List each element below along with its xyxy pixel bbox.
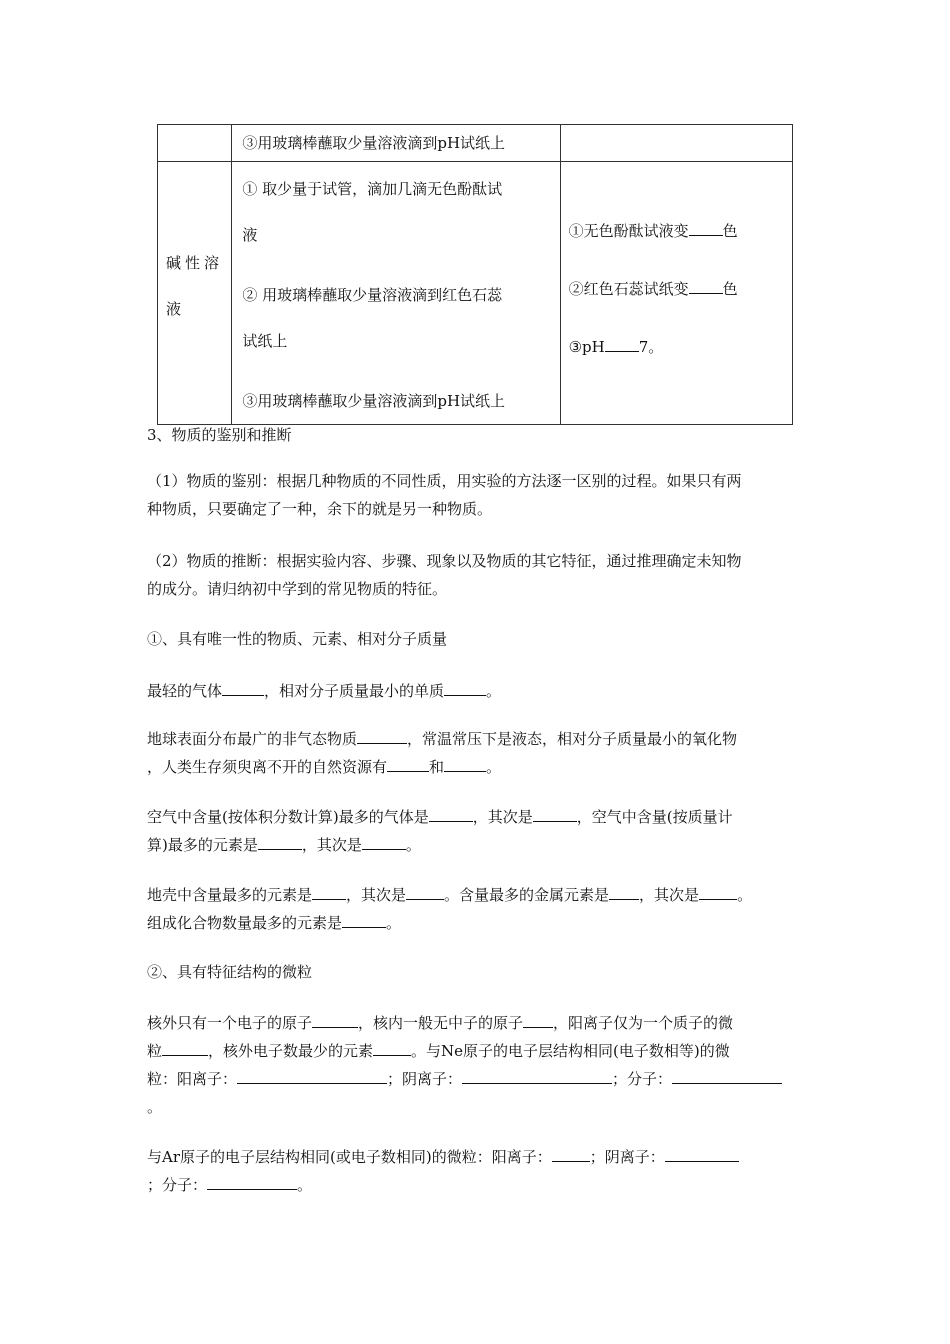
question-text: ，人类生存须臾离不开的自然资源有	[147, 758, 388, 776]
answer-blank[interactable]	[689, 277, 723, 294]
question-line	[147, 1093, 812, 1121]
answer-blank[interactable]	[523, 1011, 553, 1028]
question-text: 粒	[147, 1042, 163, 1060]
answer-blank[interactable]	[605, 335, 639, 352]
method-step: 试纸上	[242, 332, 288, 350]
result-text: ②红色石蕊试纸变	[568, 280, 689, 298]
table-cell-category	[158, 162, 232, 425]
question-line	[147, 725, 812, 753]
result-line	[569, 318, 792, 376]
answer-blank[interactable]	[444, 679, 486, 696]
answer-blank[interactable]	[222, 679, 264, 696]
question-text: 。	[147, 1098, 163, 1116]
answer-blank[interactable]	[665, 1145, 739, 1162]
question-text: ；分子：	[147, 1176, 208, 1194]
question-text: ；分子：	[612, 1070, 673, 1088]
section-heading	[147, 421, 812, 449]
question-text: ，核外电子数最少的元素	[208, 1042, 374, 1060]
question-air	[147, 803, 812, 859]
answer-blank[interactable]	[609, 883, 639, 900]
question-text: 核外只有一个电子的原子	[147, 1014, 313, 1032]
answer-blank[interactable]	[342, 911, 386, 928]
question-crust	[147, 881, 819, 937]
question-line	[147, 1037, 812, 1065]
result-line	[569, 202, 792, 260]
question-particles	[147, 1009, 812, 1121]
paragraph-line: 的成分。请归纳初中学到的常见物质的特征。	[147, 580, 448, 598]
answer-blank[interactable]	[462, 1067, 612, 1084]
answer-blank[interactable]	[699, 883, 737, 900]
question-text: 。	[486, 758, 502, 776]
answer-blank[interactable]	[387, 755, 429, 772]
question-argon	[147, 1143, 812, 1199]
question-text: 。	[386, 914, 402, 932]
question-text: 空气中含量(按体积分数计算)最多的气体是	[147, 808, 429, 826]
question-text: 算)最多的元素是	[147, 836, 258, 854]
question-lightest	[147, 677, 812, 705]
answer-blank[interactable]	[237, 1067, 387, 1084]
answer-blank[interactable]	[672, 1067, 782, 1084]
question-text: ，其次是	[346, 886, 407, 904]
table-cell-result	[560, 125, 792, 162]
question-line	[147, 1065, 812, 1093]
question-text: ，其次是	[639, 886, 700, 904]
question-text: 组成化合物数量最多的元素是	[147, 914, 343, 932]
question-text: ；阴离子：	[387, 1070, 463, 1088]
answer-blank[interactable]	[312, 1011, 358, 1028]
experiment-table	[157, 124, 793, 425]
answer-blank[interactable]	[312, 883, 346, 900]
question-text: ，空气中含量(按质量计	[576, 808, 733, 826]
answer-blank[interactable]	[552, 1145, 590, 1162]
paragraph-line: 种物质，只要确定了一种，余下的就是另一种物质。	[147, 500, 493, 518]
answer-blank[interactable]	[207, 1173, 297, 1190]
method-steps	[232, 162, 559, 424]
question-line	[147, 1143, 812, 1171]
question-line	[147, 753, 812, 781]
question-text: ；阴离子：	[589, 1148, 665, 1166]
question-text: 。含量最多的金属元素是	[444, 886, 610, 904]
category-line: 碱性溶	[166, 254, 224, 272]
subheading-unique	[147, 625, 812, 653]
question-line	[147, 881, 819, 909]
question-text: 。	[405, 836, 421, 854]
subheading-text: ②、具有特征结构的微粒	[147, 963, 313, 981]
question-text: 。	[486, 682, 502, 700]
question-text: 。	[297, 1176, 313, 1194]
question-text: 。与Ne原子的电子层结构相同(电子数相等)的微	[411, 1042, 730, 1060]
answer-blank[interactable]	[162, 1039, 208, 1056]
category-label	[158, 162, 231, 332]
answer-blank[interactable]	[406, 883, 444, 900]
answer-blank[interactable]	[429, 805, 473, 822]
table-row	[158, 162, 793, 425]
cell-text: ③用玻璃棒蘸取少量溶液滴到pH试纸上	[242, 134, 506, 152]
question-line	[147, 677, 812, 705]
question-text: ，其次是	[301, 836, 362, 854]
answer-blank[interactable]	[362, 833, 406, 850]
question-text: 与Ar原子的电子层结构相同(或电子数相同)的微粒：阳离子：	[147, 1148, 552, 1166]
question-line	[147, 803, 812, 831]
table-row	[158, 125, 793, 162]
paragraph-inference	[147, 547, 812, 603]
paragraph-identification	[147, 467, 812, 523]
table-cell-method	[232, 125, 560, 162]
method-step: ② 用玻璃棒蘸取少量溶液滴到红色石蕊	[242, 286, 503, 304]
answer-blank[interactable]	[444, 755, 486, 772]
subheading-text: ①、具有唯一性的物质、元素、相对分子质量	[147, 630, 448, 648]
result-text: 色	[722, 280, 738, 298]
result-line	[569, 260, 792, 318]
result-text: ①无色酚酞试液变	[568, 222, 689, 240]
paragraph-line: （1）物质的鉴别：根据几种物质的不同性质，用实验的方法逐一区别的过程。如果只有两	[147, 472, 742, 490]
answer-blank[interactable]	[373, 1039, 411, 1056]
question-text: ，其次是	[472, 808, 533, 826]
question-earth	[147, 725, 812, 781]
question-text: 。	[737, 886, 753, 904]
heading-text: 3、物质的鉴别和推断	[147, 426, 292, 444]
paragraph-line: （2）物质的推断：根据实验内容、步骤、现象以及物质的其它特征，通过推理确定未知物	[147, 552, 742, 570]
question-text: 地壳中含量最多的元素是	[147, 886, 313, 904]
question-text: ，核内一般无中子的原子	[358, 1014, 524, 1032]
result-list	[561, 162, 792, 376]
answer-blank[interactable]	[357, 727, 407, 744]
question-line	[147, 909, 819, 937]
method-step: ③用玻璃棒蘸取少量溶液滴到pH试纸上	[242, 392, 506, 410]
question-line	[147, 1171, 812, 1199]
question-text: 粒：阳离子：	[147, 1070, 238, 1088]
method-step: 液	[242, 226, 258, 244]
answer-blank[interactable]	[689, 219, 723, 236]
table-cell-result	[560, 162, 792, 425]
question-line	[147, 1009, 812, 1037]
category-line: 液	[166, 300, 186, 318]
method-step: ① 取少量于试管，滴加几滴无色酚酞试	[242, 180, 503, 198]
result-text: ③pH	[568, 338, 605, 356]
question-text: 最轻的气体	[147, 682, 223, 700]
question-text: 地球表面分布最广的非气态物质	[147, 730, 358, 748]
table-cell-category	[158, 125, 232, 162]
answer-blank[interactable]	[258, 833, 302, 850]
question-text: 和	[429, 758, 445, 776]
result-text: 7。	[638, 338, 664, 356]
answer-blank[interactable]	[533, 805, 577, 822]
question-line	[147, 831, 812, 859]
subheading-structure	[147, 958, 812, 986]
result-text: 色	[722, 222, 738, 240]
question-text: ，阳离子仅为一个质子的微	[553, 1014, 734, 1032]
question-text: ，相对分子质量最小的单质	[264, 682, 445, 700]
question-text: ，常温常压下是液态，相对分子质量最小的氧化物	[407, 730, 738, 748]
table-cell-method	[232, 162, 560, 425]
